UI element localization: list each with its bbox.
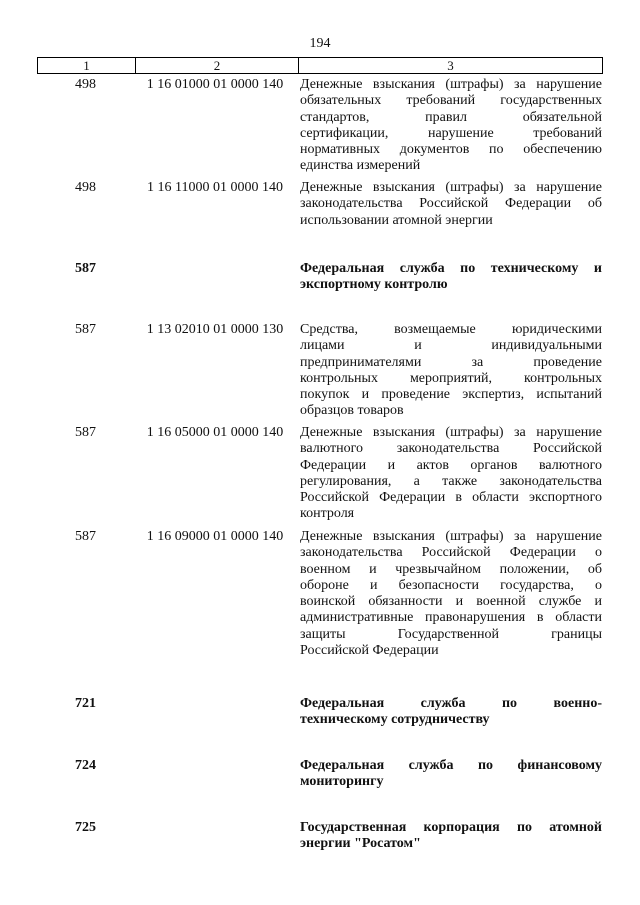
description-line: Денежные взыскания (штрафы) за нарушение [300, 180, 602, 195]
header-col-1: 1 [38, 58, 136, 73]
section-title [300, 261, 602, 294]
section-title-line: техническому сотрудничеству [300, 712, 490, 728]
budget-code: 1 16 09000 01 0000 140 [146, 529, 284, 544]
section-title [300, 758, 602, 791]
budget-code: 1 16 05000 01 0000 140 [146, 425, 284, 440]
description-line: контроля [300, 506, 355, 522]
description [300, 322, 602, 420]
section-title-line: Федеральная служба по техническому и [300, 261, 602, 276]
section-title-line: мониторингу [300, 774, 384, 790]
admin-code: 498 [75, 77, 96, 92]
description-line: использовании атомной энергии [300, 212, 493, 228]
description-line: Средства, возмещаемые юридическими [300, 322, 602, 337]
description-line: обороне и безопасности государства, о [300, 577, 602, 593]
description-line: покупок и проведение экспертиз, испытаний [300, 387, 602, 403]
description-line: законодательства Российской Федерации об [300, 196, 602, 212]
admin-code: 721 [75, 696, 96, 711]
section-title-line: Государственная корпорация по атомной [300, 820, 602, 835]
budget-code: 1 16 11000 01 0000 140 [147, 180, 283, 195]
description [300, 77, 602, 175]
budget-code: 1 16 01000 01 0000 140 [146, 77, 284, 92]
description-line: образцов товаров [300, 403, 404, 419]
description-line: Российской Федерации в области экспортного [300, 490, 602, 506]
description-line: Российской Федерации [300, 643, 439, 659]
description-line: обязательных требований государственных [300, 93, 602, 109]
admin-code: 587 [75, 261, 96, 276]
description-line: контрольных мероприятий, контрольных [300, 370, 602, 386]
table-header [37, 57, 603, 74]
section-title [300, 820, 602, 853]
description [300, 425, 602, 523]
header-col-3: 3 [447, 57, 454, 73]
description-line: защиты Государственной границы [300, 626, 602, 642]
admin-code: 587 [75, 529, 96, 544]
page-number: 194 [309, 36, 331, 51]
description-line: Денежные взыскания (штрафы) за нарушение [300, 529, 602, 544]
description-line: законодательства Российской Федерации о [300, 545, 602, 561]
description-line: Федерации и актов органов валютного [300, 457, 602, 473]
section-title-line: Федеральная служба по военно- [300, 696, 602, 711]
section-title-line: энергии "Росатом" [300, 836, 421, 852]
description-line: воинской обязанности и военной службе и [300, 594, 602, 610]
header-col-2: 2 [136, 58, 299, 73]
description-line: сертификации, нарушение требований [300, 125, 602, 141]
description-line: лицами и индивидуальными [300, 338, 602, 354]
description-line: Денежные взыскания (штрафы) за нарушение [300, 425, 602, 440]
admin-code: 724 [75, 758, 96, 773]
budget-code: 1 13 02010 01 0000 130 [146, 322, 284, 337]
description [300, 180, 602, 229]
admin-code: 587 [75, 425, 96, 440]
admin-code: 587 [75, 322, 96, 337]
description-line: валютного законодательства Российской [300, 441, 602, 457]
description-line: предпринимателями за проведение [300, 354, 602, 370]
admin-code: 725 [75, 820, 96, 835]
description-line: стандартов, правил обязательной [300, 109, 602, 125]
description-line: Денежные взыскания (штрафы) за нарушение [300, 77, 602, 92]
section-title-line: экспортному контролю [300, 277, 448, 293]
admin-code: 498 [75, 180, 96, 195]
section-title-line: Федеральная служба по финансовому [300, 758, 602, 773]
description-line: административные правонарушения в области [300, 610, 602, 626]
description-line: единства измерений [300, 158, 421, 174]
section-title [300, 696, 602, 729]
description [300, 529, 602, 659]
description-line: военном и чрезвычайном положении, об [300, 561, 602, 577]
description-line: нормативных документов по обеспечению [300, 142, 602, 158]
description-line: регулирования, а также законодательства [300, 473, 602, 489]
